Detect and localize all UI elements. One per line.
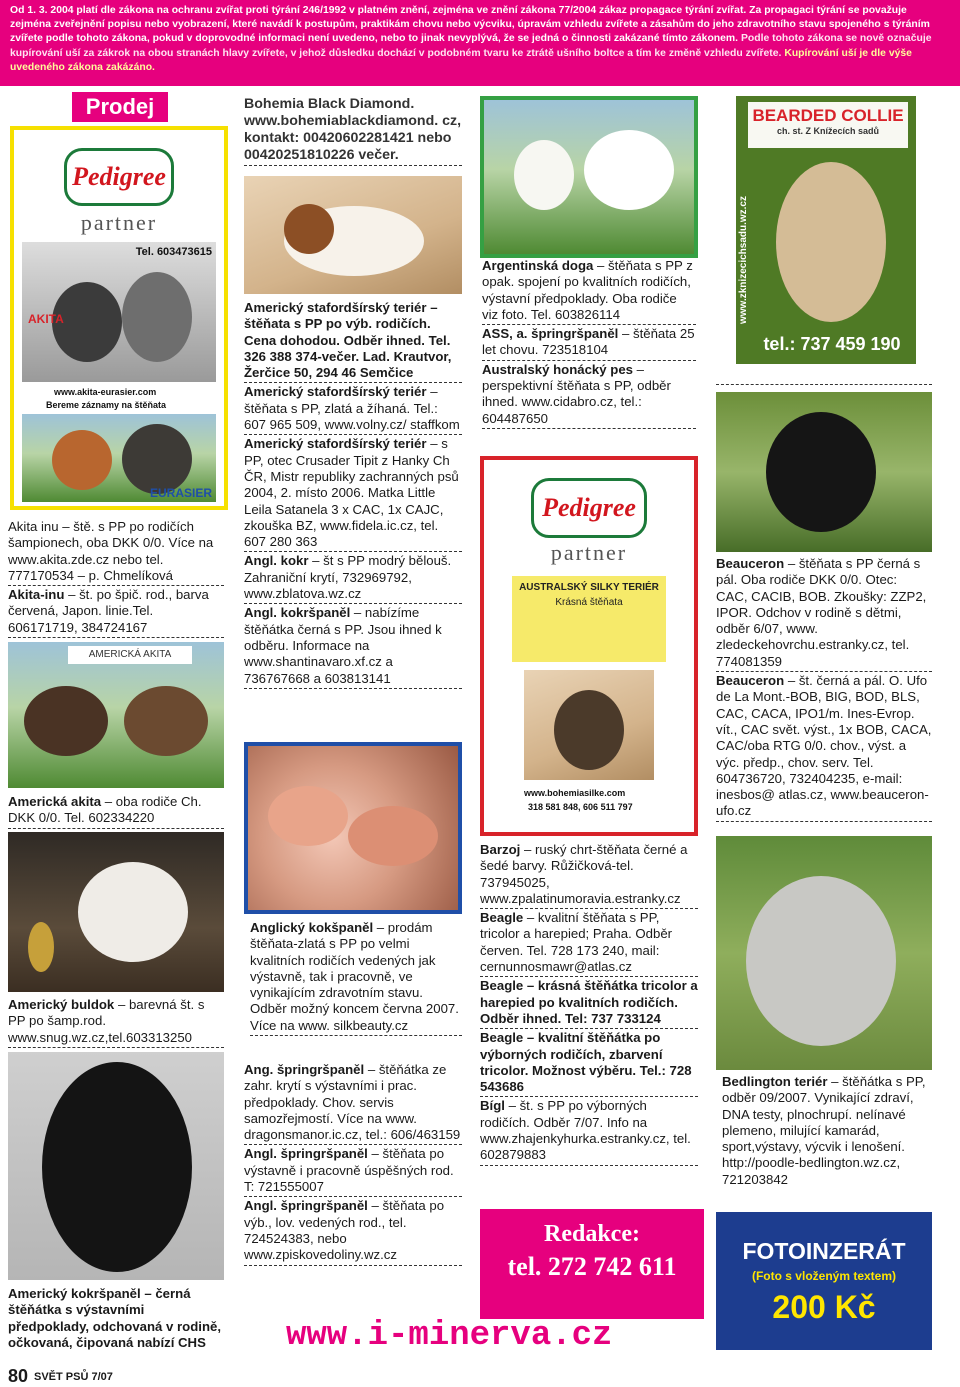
column-1 bbox=[8, 519, 224, 639]
legal-notice-ears: Podle tohoto zákona se nově označuje kupírování uší za zákrok na obou stranách hlavy zvířete, v jehož důsledku dochází v podobném tvaru ke ztrátě ušního boltce a tím ke změně vzhledu zvířete. bbox=[10, 33, 932, 59]
legal-notice-banner bbox=[0, 0, 960, 86]
pedigree-logo-2: Pedigree bbox=[531, 478, 647, 538]
ad-american-bulldog: Americký buldok – barevná št. s PP po šamp.rod. www.snug.wz.cz,tel.603313250 bbox=[8, 997, 224, 1049]
section-title: Prodej bbox=[72, 92, 168, 122]
column-2-lower bbox=[250, 920, 462, 1037]
photo-ad-price: 200 Kč bbox=[772, 1289, 876, 1325]
ad-beagle-3: Beagle – kvalitní štěňátka po výborných rodičích, zbarvení tricolor. Možnost výběru. Tel.: 728 543686 bbox=[480, 1030, 698, 1097]
column-2-springer bbox=[244, 1062, 462, 1267]
ad-akita-inu: Akita inu – ště. s PP po rodičích šampionech, oba DKK 0/0. Více na www.akita.zde.cz nebo tel. 777170534 – p. Chmelíková bbox=[8, 519, 224, 586]
magazine-issue: SVĚT PSŮ 7/07 bbox=[34, 1371, 113, 1383]
bearded-collie-web: www.zknizecichsadu.wz.cz bbox=[738, 196, 749, 324]
pedigree-partner-2: partner bbox=[550, 540, 628, 565]
akita-ad-tel: Tel. 603473615 bbox=[135, 246, 212, 258]
silky-terrier-ad bbox=[480, 456, 698, 836]
editorial-label: Redakce: bbox=[544, 1221, 640, 1247]
pedigree-partner: partner bbox=[80, 210, 158, 235]
american-akita-photo bbox=[8, 642, 224, 788]
ad-angl-kokrspanel: Angl. kokršpaněl – nabízíme štěňátka černá s PP. Jsou ihned k odběru. Informace na www.shantinavaro.xf.cz a 736767668 a 603813141 bbox=[244, 605, 462, 688]
page-number: 80 bbox=[8, 1366, 29, 1386]
photo-ad-title: FOTOINZERÁT bbox=[742, 1238, 906, 1264]
ad-bigl: Bígl – št. s PP po výborných rodičích. Odběr 7/07. Info na www.zhajenkyhurka.estranky.cz, tel. 602879883 bbox=[480, 1098, 698, 1165]
bearded-collie-subtitle: ch. st. Z Knížecích sadů bbox=[776, 126, 880, 136]
legal-notice-text: Od 1. 3. 2004 platí dle zákona na ochranu zvířat proti týrání 246/1992 v platném znění, zejména ve znění zákona 77/2004 zákaz propagace týrání zvířat. Za propagaci týrání se považuje zejména zveřejnění popisu nebo vyobrazení, které navádí k postupům, praktikám chovu nebo výcviku, úpravám vzhledu zvířete a zásahům do jeho zdravotního stavu spojeného s týráním zvířete podle tohoto zákona, pokud v doprovodné informaci není uvedeno, nebo to jinak nevyplývá, že se jedná o činnosti zakázané tímto zákonem. bbox=[10, 5, 930, 45]
akita-ad-reserve: Bereme záznamy na štěňata bbox=[46, 400, 167, 410]
staffordshire-photo bbox=[244, 176, 462, 294]
american-cocker-photo bbox=[8, 1052, 224, 1280]
american-bulldog-photo bbox=[8, 832, 224, 992]
ad-american-cocker: Americký kokršpaněl – černá štěňátka s výstavními předpoklady, odchovaná v rodině, očkovaná, čipovaná nabízí CHS bbox=[8, 1286, 221, 1350]
ad-english-cocker: Anglický kokšpaněl – prodám štěňata-zlatá s PP po velmi kvalitních rodičích vedených jak výstavně, tak i pracovně, ve vynikajícím zdravotním stavu. Odběr možný koncem června 2007. Více na www. silkbeauty.cz bbox=[250, 920, 462, 1036]
silky-terrier-subtitle: Krásná štěňata bbox=[555, 597, 623, 608]
ad-staffordshire-2: Americký stafordšírský teriér – štěňata s PP, zlatá a žíhaná. Tel.: 607 965 509, www.volny.cz/ staffkom bbox=[244, 384, 462, 435]
photo-ad-price-box bbox=[716, 1212, 932, 1350]
ad-beagle-1: Beagle – kvalitní štěňata s PP, tricolor a harepied; Praha. Odběr červen. Tel. 728 173 240, mail: cernunnosmawr@atlas.cz bbox=[480, 910, 698, 977]
ad-angl-springer-1: Angl. špringršpaněl – štěňata po výstavně i pracovně úspěšných rod. T: 721555007 bbox=[244, 1146, 462, 1197]
silky-terrier-title: AUSTRALSKÝ SILKY TERIÉR bbox=[519, 582, 659, 593]
ad-staffordshire-1: Americký stafordšírský teriér – štěňata s PP po výb. rodičích. Cena dohodou. Odběr ihned. Tel. 326 388 374-večer. Lad. Krautvor, Žerčice 50, 294 46 Semčice bbox=[244, 300, 462, 383]
bohemia-black-diamond-ad: Bohemia Black Diamond. www.bohemiablackdiamond. cz, kontakt: 00420602281421 nebo 00420251810226 večer. bbox=[244, 96, 462, 167]
eurasier-label: EURASIER bbox=[149, 486, 212, 500]
eurasier-photo bbox=[22, 414, 216, 502]
column-4 bbox=[716, 556, 932, 823]
akita-eurasier-ad bbox=[10, 126, 228, 510]
ad-staffordshire-3: Americký stafordšírský teriér – s PP, otec Crusader Tipit z Hanky Ch ČR, Mistr republiky zachranných psů 2004, 2. místo 2006. Matka Little Leila Satanela 3 x CAC, 1x CAJC, zkouška BZ, www.fidela.ic.cz, tel. 607 280 363 bbox=[244, 436, 462, 552]
ad-ang-springer: Ang. špringršpaněl – štěňátka ze zahr. krytí s výstavními i prac. předpoklady. Chov. servis samozřejmostí. Více na www. dragonsmanor.ic.cz, tel.: 606/463159 bbox=[244, 1062, 462, 1145]
ad-beauceron-1: Beauceron – štěňata s PP černá s pál. Oba rodiče DKK 0/0. Otec: CAC, CACIB, BOB. Zkoušky: ZZP2, IPOR. Odchov v rodině s dětmi, odběr 6/07, www. zledeckehovrchu.estranky.cz, tel. 774081359 bbox=[716, 556, 932, 672]
silky-terrier-phones: 318 581 848, 606 511 797 bbox=[528, 802, 633, 812]
bearded-collie-tel: tel.: 737 459 190 bbox=[763, 334, 901, 354]
ad-angl-springer-2: Angl. špringršpaněl – štěňata po výb., lov. vedených rod., tel. 724524383, nebo www.zpiskovedoliny.wz.cz bbox=[244, 1198, 462, 1265]
bearded-collie-sign bbox=[748, 102, 908, 148]
silky-terrier-photo bbox=[524, 670, 654, 780]
silky-terrier-web: www.bohemiasilke.com bbox=[524, 788, 626, 798]
ad-american-akita: Americká akita – oba rodiče Ch. DKK 0/0. Tel. 602334220 bbox=[8, 794, 224, 830]
argentine-dogo-photo bbox=[480, 96, 698, 258]
bedlington-photo bbox=[716, 836, 932, 1070]
ad-american-bulldog-head: Americký buldok bbox=[8, 997, 115, 1012]
ad-bedlington: Bedlington teriér – štěňátka s PP, odběr 09/2007. Vynikající zdraví, DNA testy, plnochrupí. nelínavé plemeno, milující kamarád, sport,výstavy, výcvik i lenošení. http://poodle-bedlington.wz.cz, 721203842 bbox=[722, 1074, 926, 1187]
photo-ad-subtitle: (Foto s vloženým textem) bbox=[751, 1269, 897, 1283]
ad-barzoj: Barzoj – ruský chrt-štěňata černé a šedé barvy. Růžičková-tel. 737945025, www.zpalatinumoravia.estranky.cz bbox=[480, 842, 698, 909]
pedigree-logo: Pedigree bbox=[64, 148, 174, 206]
beauceron-photo bbox=[716, 392, 932, 552]
ad-akita-inu-2-head: Akita-inu bbox=[8, 587, 65, 603]
akita-ad-web: www.akita-eurasier.com bbox=[54, 387, 157, 397]
english-cocker-puppies-photo bbox=[244, 742, 462, 914]
legal-notice-ban: Kupírování uší je dle výše uvedeného zákona zakázáno. bbox=[10, 47, 912, 73]
bearded-collie-ad bbox=[736, 96, 916, 364]
bearded-collie-title: BEARDED COLLIE bbox=[752, 106, 904, 125]
divider bbox=[716, 384, 932, 385]
american-akita-sign: AMERICKÁ AKITA bbox=[68, 646, 192, 664]
ad-beagle-2: Beagle – krásná štěňátka tricolor a harepied po kvalitních rodičích. Odběr ihned. Tel: 737 733124 bbox=[480, 978, 698, 1029]
column-2 bbox=[244, 300, 462, 690]
ad-argentine-dogo: Argentinská doga – štěňata s PP z opak. spojení po kvalitních rodičích, výstavní předpoklady. Oba rodiče viz foto. Tel. 603826114 bbox=[482, 258, 696, 325]
ad-beauceron-2: Beauceron – št. černá a pál. O. Ufo de La Mont.-BOB, BIG, BOD, BLS, CAC, CACA, IPO1/m. Ines-Evrop. vít., CAC svět. výst., 1x BOB, CACA, CAC/oba RTG 0/0. chov., výst. a výc. předp., chov. serv. Tel. 604736720, 732404235, e-mail: inesbos@ atlas.cz, www.beauceron-ufo.cz bbox=[716, 673, 932, 822]
silky-terrier-yellow-box bbox=[512, 576, 666, 662]
ad-akita-inu-2: Akita-inu – št. po špič. rod., barva červená, Japon. linie.Tel. 606171719, 384724167 bbox=[8, 587, 224, 638]
akita-ad-label: AKITA bbox=[28, 312, 64, 326]
ad-angl-kokr: Angl. kokr – št s PP modrý bělouš. Zahraniční krytí, 732969792, www.zblatova.wz.cz bbox=[244, 553, 462, 604]
column-3-lower bbox=[480, 842, 698, 1167]
editorial-contact-box bbox=[480, 1209, 704, 1319]
column-3 bbox=[482, 258, 696, 430]
website-link[interactable]: www.i-minerva.cz bbox=[286, 1317, 613, 1355]
ad-ass-springer: ASS, a. špringršpaněl – štěňata 25 let chovu. 723518104 bbox=[482, 326, 696, 361]
akita-photo bbox=[22, 242, 216, 382]
editorial-phone: tel. 272 742 611 bbox=[507, 1252, 677, 1281]
ad-australian-cattle: Australský honácký pes – perspektivní štěňata s PP, odběr ihned. www.cidabro.cz, tel.: 604487650 bbox=[482, 362, 696, 429]
ad-american-akita-head: Americká akita bbox=[8, 794, 102, 809]
